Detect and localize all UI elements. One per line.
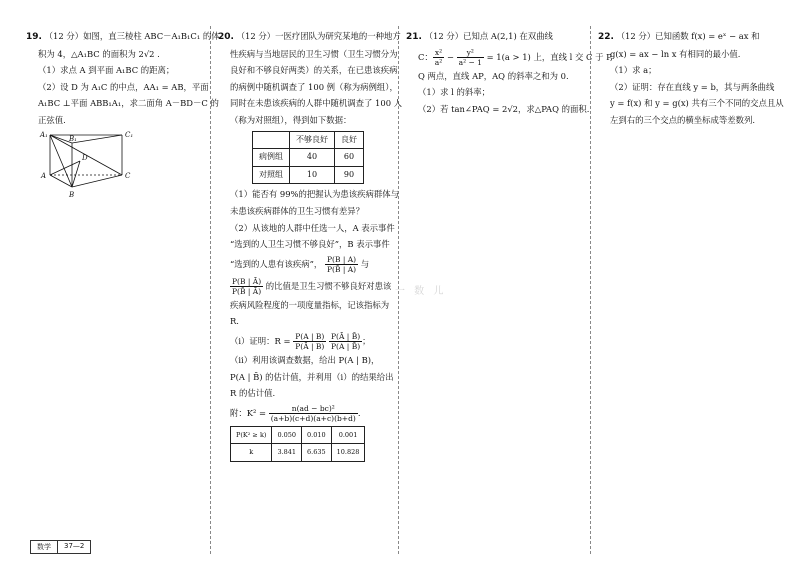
table-cell: 对照组 xyxy=(253,166,290,184)
contingency-table xyxy=(252,131,364,185)
question-text: “选到的人患有该疾病”， xyxy=(230,258,323,269)
fraction: $\frac{\text{x²}}{\text{a²}}$ xyxy=(434,47,443,67)
question-text: （1）求点 A 到平面 A₁BC 的距离； xyxy=(38,65,175,76)
question-text: 与 xyxy=(358,258,370,269)
table-cell: 0.001 xyxy=(331,426,365,444)
question-text: 同时在未患该疾病的人群中随机调查了 100 人 xyxy=(230,98,403,109)
question-text: （12 分）一医疗团队为研究某地的一种地方 xyxy=(236,31,401,41)
table-row xyxy=(253,166,364,184)
question-text: （12 分）已知点 A(2,1) 在双曲线 xyxy=(424,31,553,41)
question-text: 疾病风险程度的一项度量指标，记该指标为 xyxy=(230,299,390,310)
question-text: （2）证明：存在直线 y = b，其与两条曲线 xyxy=(610,81,775,92)
table-row xyxy=(253,149,364,167)
question-text: R 的估计值. xyxy=(230,388,276,399)
figure-label: A₁ xyxy=(40,130,48,139)
question-text: （1）求 a； xyxy=(610,65,657,76)
figure-label: B xyxy=(69,190,75,199)
fraction: $\frac{\text{y²}}{\text{a² − 1}}$ xyxy=(458,47,482,67)
table-header-row xyxy=(253,131,364,149)
question-20 xyxy=(218,28,403,462)
question-number: 22. xyxy=(598,32,614,42)
figure-label: C₁ xyxy=(125,130,134,139)
edge xyxy=(72,135,122,143)
question-text: （12 分）已知函数 f(x) = eˣ − ax 和 xyxy=(616,31,760,41)
question-text: （1）求 l 的斜率； xyxy=(418,87,490,98)
question-text: P(A | B̄) 的估计值，并利用（i）的结果给出 xyxy=(230,371,394,382)
question-text: （2）从该地的人群中任选一人，A 表示事件 xyxy=(230,222,395,233)
figure-label: A xyxy=(41,171,47,180)
table-cell: 0.010 xyxy=(302,426,332,444)
question-text: （2）设 D 为 A₁C 的中点，AA₁ = AB，平面 xyxy=(38,81,209,92)
question-text: C： xyxy=(418,51,433,62)
table-cell: 90 xyxy=(335,166,364,184)
question-text: Q 两点，直线 AP，AQ 的斜率之和为 0. xyxy=(418,70,569,81)
edge xyxy=(72,161,80,187)
question-text: R. xyxy=(230,316,239,327)
figure-label: B₁ xyxy=(69,134,77,143)
question-21 xyxy=(406,28,613,117)
table-cell: 10.828 xyxy=(331,444,365,462)
table-cell: k xyxy=(231,444,272,462)
column-separator-3 xyxy=(590,26,591,554)
edge xyxy=(72,175,122,187)
question-text: （2）若 tan∠PAQ = 2√2，求△PAQ 的面积. xyxy=(418,103,590,114)
figure-label: D xyxy=(82,153,88,162)
fraction: $\frac{P(B | A)}{P(B̄ | A)}$ xyxy=(326,254,357,274)
fraction: $\frac{P(B | Ā)}{P(B̄ | Ā)}$ xyxy=(232,276,262,296)
question-text: . xyxy=(357,407,361,418)
footer-page: 37—2 xyxy=(57,541,90,553)
question-text: g(x) = ax − ln x 有相同的最小值. xyxy=(610,48,741,59)
fraction: $\frac{P(Ā | B̄)}{P(A | B̄)}$ xyxy=(331,331,361,351)
question-number: 21. xyxy=(406,32,422,42)
table-cell: 60 xyxy=(335,149,364,167)
table-cell: 良好 xyxy=(335,131,364,149)
edge xyxy=(50,175,72,187)
question-text: 左到右的三个交点的横坐标成等差数列. xyxy=(610,114,756,125)
question-text: = 1(a > 1) 上，直线 l 交 C 于 P, xyxy=(483,51,613,62)
critical-value-table xyxy=(230,426,365,462)
question-text: “选到的人卫生习惯不够良好”，B 表示事件 xyxy=(230,239,390,250)
question-text: 未患该疾病群体的卫生习惯有差异？ xyxy=(230,205,364,216)
question-text: 的比值是卫生习惯不够良好对患该 xyxy=(263,280,392,291)
question-text: （称为对照组），得到如下数据： xyxy=(230,114,352,125)
question-22 xyxy=(598,28,784,129)
footer-subject: 数学 xyxy=(37,543,51,551)
question-text: （1）能否有 99%的把握认为患该疾病群体与 xyxy=(230,189,399,200)
question-text: （i）证明：R = xyxy=(230,335,291,346)
table-row xyxy=(231,426,365,444)
table-row xyxy=(231,444,365,462)
question-number: 19. xyxy=(26,32,42,42)
question-text: y = f(x) 和 y = g(x) 共有三个不同的交点且从 xyxy=(610,98,784,109)
table-cell: 10 xyxy=(290,166,335,184)
question-text: A₁BC ⊥平面 ABB₁A₁，求二面角 A－BD－C 的 xyxy=(38,98,219,109)
page-footer xyxy=(30,540,91,554)
figure-label: C xyxy=(125,171,131,180)
question-text: ； xyxy=(362,335,371,346)
table-cell: 6.635 xyxy=(302,444,332,462)
question-text: − xyxy=(444,51,457,62)
table-cell: 0.050 xyxy=(272,426,302,444)
table-cell: 不够良好 xyxy=(290,131,335,149)
formula-fraction: $\frac{\text{n(ad − bc)²}}{(a+b)(c+d)(a+c)(b+d)}$ xyxy=(270,403,356,423)
question-text: （12 分）如图，直三棱柱 ABC－A₁B₁C₁ 的体 xyxy=(44,31,220,41)
edge xyxy=(50,161,80,175)
question-text: （ii）利用该调查数据，给出 P(A | B)， xyxy=(230,354,380,365)
question-text: 良好和不够良好两类）的关系，在已患该疾病 xyxy=(230,65,398,76)
table-cell: P(K² ≥ k) xyxy=(231,426,272,444)
question-19 xyxy=(26,28,220,208)
question-text: 积为 4，△A₁BC 的面积为 2√2 . xyxy=(38,48,160,59)
table-cell: 40 xyxy=(290,149,335,167)
table-cell xyxy=(253,131,290,149)
question-text: 的病例中随机调查了 100 例（称为病例组）， xyxy=(230,81,398,92)
question-text: 性疾病与当地居民的卫生习惯（卫生习惯分为 xyxy=(230,48,398,59)
table-cell: 3.841 xyxy=(272,444,302,462)
prism-figure xyxy=(40,131,140,203)
fraction: $\frac{P(A | B)}{P(Ā | B)}$ xyxy=(295,331,325,351)
table-cell: 病例组 xyxy=(253,149,290,167)
question-number: 20. xyxy=(218,32,234,42)
watermark: 一 数 儿 xyxy=(395,286,447,297)
question-text: 附：K² = xyxy=(230,407,267,418)
question-text: 正弦值. xyxy=(38,114,66,125)
